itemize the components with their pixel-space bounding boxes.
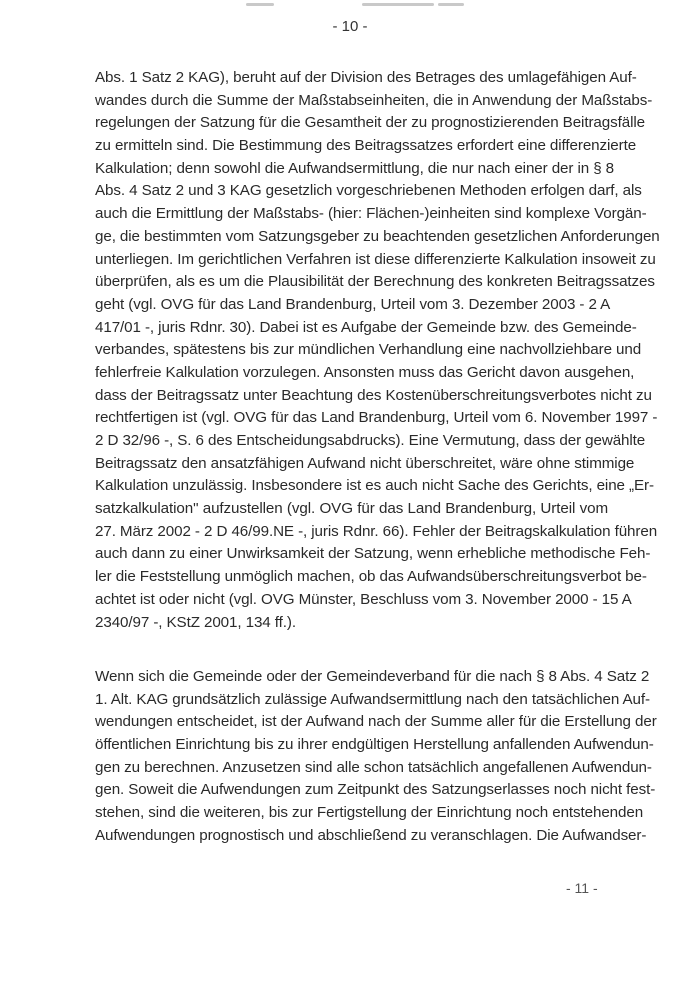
text-line: Kalkulation unzulässig. Insbesondere ist es auch nicht Sache des Gerichts, eine „Er- xyxy=(95,477,654,495)
text-line: ler die Feststellung unmöglich machen, ob das Aufwandsüberschreitungsverbot be- xyxy=(95,568,647,586)
page-number: - 10 - xyxy=(332,18,368,35)
text-line: überprüfen, als es um die Plausibilität der Berechnung des konkreten Beitragssatzes xyxy=(95,273,655,291)
text-line: Wenn sich die Gemeinde oder der Gemeindeverband für die nach § 8 Abs. 4 Satz 2 xyxy=(95,668,650,685)
next-page-marker: - 11 - xyxy=(566,880,598,896)
text-line: Kalkulation; denn sowohl die Aufwandsermittlung, die nur nach einer der in § 8 xyxy=(95,159,615,177)
text-line: stehen, sind die weiteren, bis zur Fertigstellung der Einrichtung noch entstehenden xyxy=(95,804,644,822)
faint-header-artifact xyxy=(240,0,480,12)
text-line: 2340/97 -, KStZ 2001, 134 ff.). xyxy=(95,613,296,631)
text-line: 2 D 32/96 -, S. 6 des Entscheidungsabdrucks). Eine Vermutung, dass der gewählte xyxy=(95,432,646,449)
text-line: gen zu berechnen. Anzusetzen sind alle schon tatsächlich angefallenen Aufwendun- xyxy=(95,758,652,776)
text-line: Abs. 1 Satz 2 KAG), beruht auf der Division des Betrages des umlagefähigen Auf- xyxy=(95,69,637,86)
text-line: zu ermitteln sind. Die Bestimmung des Beitragssatzes erfordert eine differenzierte xyxy=(95,137,637,155)
text-line: ge, die bestimmten vom Satzungsgeber zu beachtenden gesetzlichen Anforderungen xyxy=(95,227,660,245)
text-line: öffentlichen Einrichtung bis zu ihrer endgültigen Herstellung anfallenden Aufwendun- xyxy=(95,736,654,754)
text-line: Beitragssatz den ansatzfähigen Aufwand nicht überschreitet, wäre ohne stimmige xyxy=(95,454,635,472)
text-line: Abs. 4 Satz 2 und 3 KAG gesetzlich vorgeschriebenen Methoden erfolgen darf, als xyxy=(95,182,642,200)
text-line: 417/01 -, juris Rdnr. 30). Dabei ist es Aufgabe der Gemeinde bzw. des Gemeinde- xyxy=(95,318,637,336)
text-line: auch dann zu einer Unwirksamkeit der Satzung, wenn erhebliche methodische Feh- xyxy=(95,545,651,563)
text-line: auch die Ermittlung der Maßstabs- (hier: Flächen-)einheiten sind komplexe Vorgän- xyxy=(95,205,647,223)
text-line: verbandes, spätestens bis zur mündlichen Verhandlung eine nachvollziehbare und xyxy=(95,341,642,359)
body-paragraph-2 xyxy=(95,666,657,848)
text-line: Aufwendungen prognostisch und abschließend zu veranschlagen. Die Aufwandser- xyxy=(95,826,647,844)
text-line: satzkalkulation" aufzustellen (vgl. OVG für das Land Brandenburg, Urteil vom xyxy=(95,500,608,518)
body-paragraph-1 xyxy=(95,67,660,634)
text-line: rechtfertigen ist (vgl. OVG für das Land Brandenburg, Urteil vom 6. November 1997 - xyxy=(95,409,658,427)
text-line: wandes durch die Summe der Maßstabseinheiten, die in Anwendung der Maßstabs- xyxy=(95,91,653,109)
text-line: 27. März 2002 - 2 D 46/99.NE -, juris Rdnr. 66). Fehler der Beitragskalkulation führen xyxy=(95,522,658,540)
text-line: achtet ist oder nicht (vgl. OVG Münster, Beschluss vom 3. November 2000 - 15 A xyxy=(95,590,632,608)
text-line: regelungen der Satzung für die Gesamtheit der zu prognostizierenden Beitragsfälle xyxy=(95,114,645,132)
text-line: geht (vgl. OVG für das Land Brandenburg, Urteil vom 3. Dezember 2003 - 2 A xyxy=(95,295,611,313)
text-line: fehlerfreie Kalkulation vorzulegen. Ansonsten muss das Gericht davon ausgehen, xyxy=(95,363,635,381)
text-line: gen. Soweit die Aufwendungen zum Zeitpunkt des Satzungserlasses noch nicht fest- xyxy=(95,781,656,799)
text-line: unterliegen. Im gerichtlichen Verfahren ist diese differenzierte Kalkulation insoweit zu xyxy=(95,250,656,268)
text-line: wendungen entscheidet, ist der Aufwand nach der Summe aller für die Erstellung der xyxy=(95,713,657,731)
text-line: dass der Beitragssatz unter Beachtung des Kostenüberschreitungsverbotes nicht zu xyxy=(95,386,652,404)
text-line: 1. Alt. KAG grundsätzlich zulässige Aufwandsermittlung nach den tatsächlichen Auf- xyxy=(95,690,650,708)
